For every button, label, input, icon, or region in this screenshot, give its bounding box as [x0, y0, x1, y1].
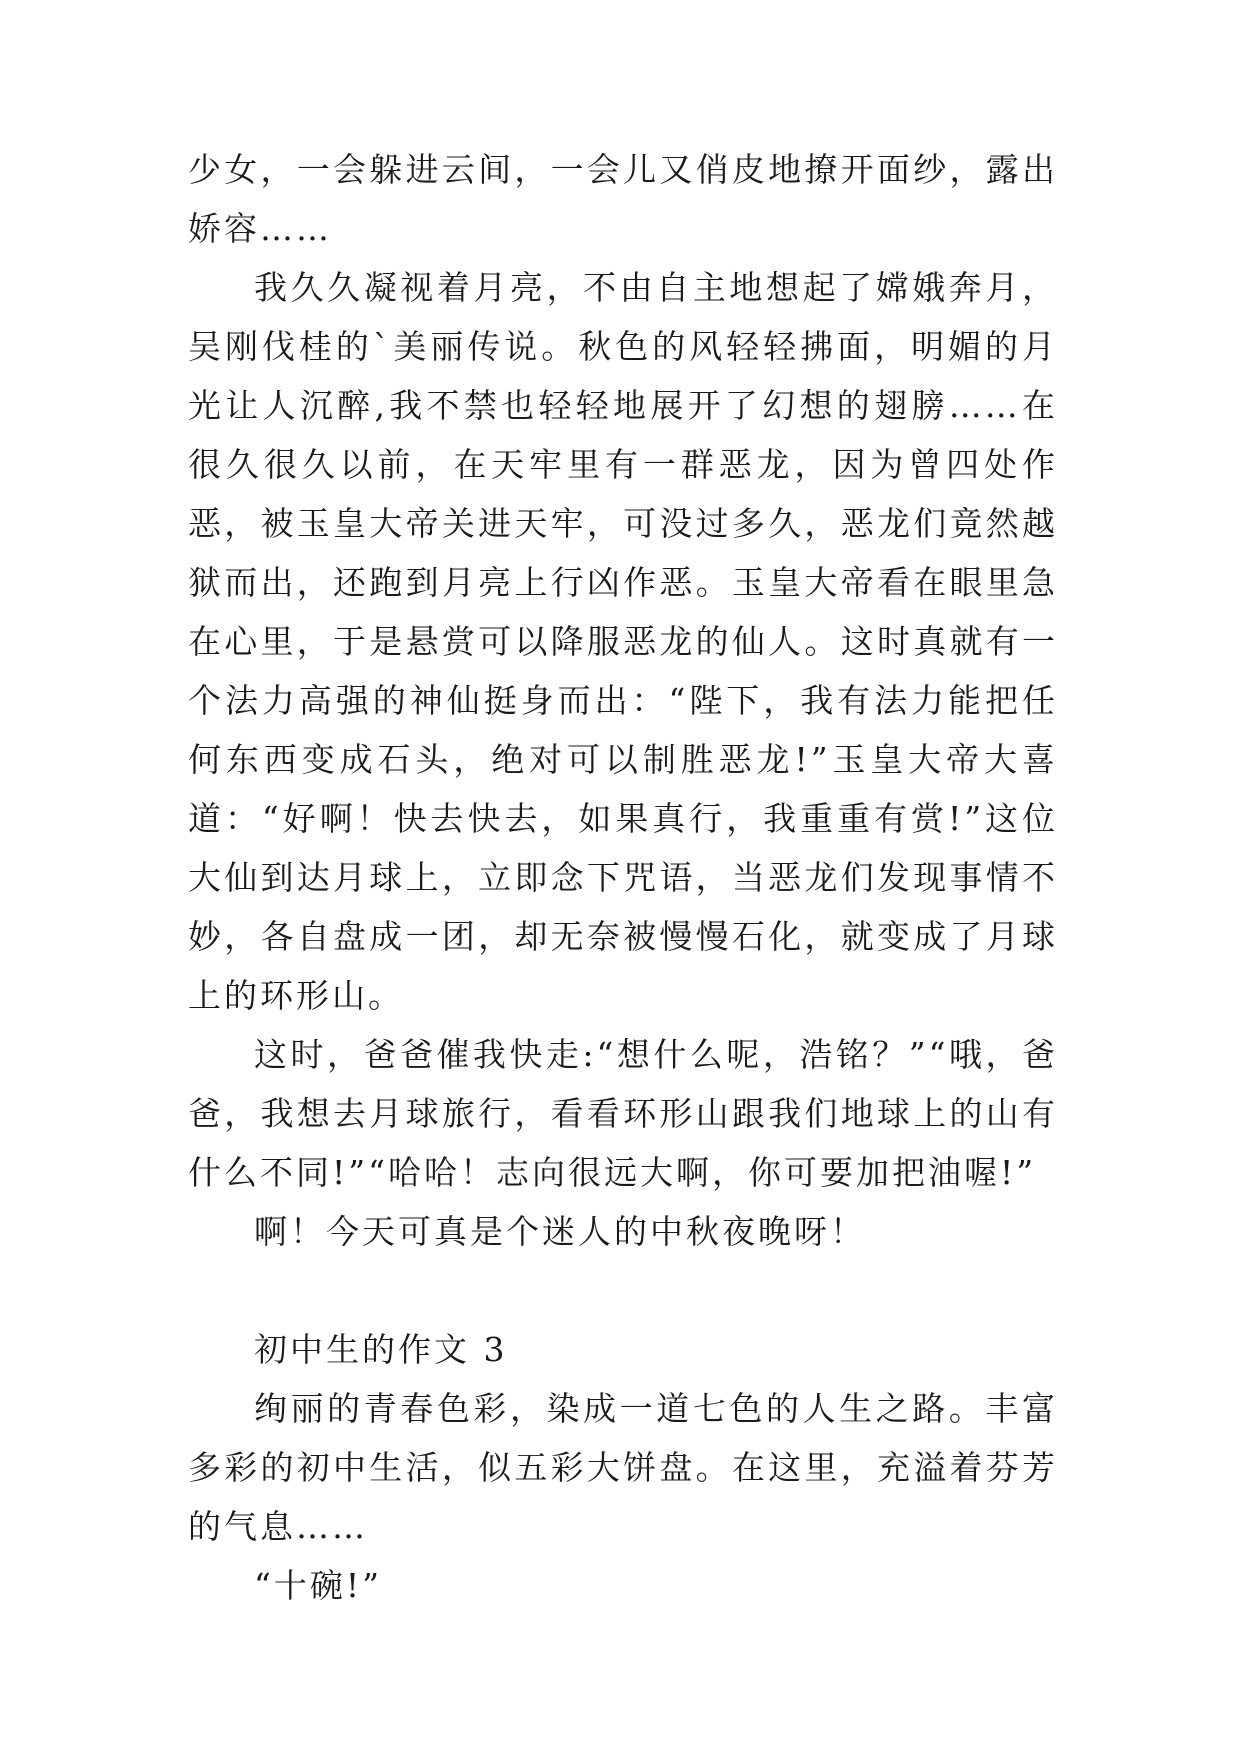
article-body [188, 140, 1058, 1615]
section-heading: 初中生的作文 3 [254, 1330, 508, 1369]
paragraph-quote: “十碗!” [254, 1566, 383, 1605]
paragraph-continuation: 少女，一会躲进云间，一会儿又俏皮地撩开面纱，露出娇容…… [188, 150, 1058, 248]
paragraph-youth-intro: 绚丽的青春色彩，染成一道七色的人生之路。丰富多彩的初中生活，似五彩大饼盘。在这里，充溢着芬芳的气息…… [188, 1389, 1058, 1546]
section-spacer [188, 1261, 1058, 1320]
paragraph-closing: 啊！今天可真是个迷人的中秋夜晚呀！ [254, 1212, 866, 1251]
paragraph-dialogue: 这时，爸爸催我快走:“想什么呢，浩铭？”“哦，爸爸，我想去月球旅行，看看环形山跟我们地球上的山有什么不同!”“哈哈！志向很远大啊，你可要加把油喔!” [188, 1035, 1058, 1192]
paragraph-moon-legend: 我久久凝视着月亮，不由自主地想起了嫦娥奔月，吴刚伐桂的`美丽传说。秋色的风轻轻拂面，明媚的月光让人沉醉,我不禁也轻轻地展开了幻想的翅膀……在很久很久以前，在天牢里有一群恶龙，因为曾四处作恶，被玉皇大帝关进天牢，可没过多久，恶龙们竟然越狱而出，还跑到月亮上行凶作恶。玉皇大帝看在眼里急在心里，于是悬赏可以降服恶龙的仙人。这时真就有一个法力高强的神仙挺身而出：“陛下，我有法力能把任何东西变成石头，绝对可以制胜恶龙!”玉皇大帝大喜道：“好啊！快去快去，如果真行，我重重有赏!”这位大仙到达月球上，立即念下咒语，当恶龙们发现事情不妙，各自盘成一团，却无奈被慢慢石化，就变成了月球上的环形山。 [188, 268, 1058, 1015]
